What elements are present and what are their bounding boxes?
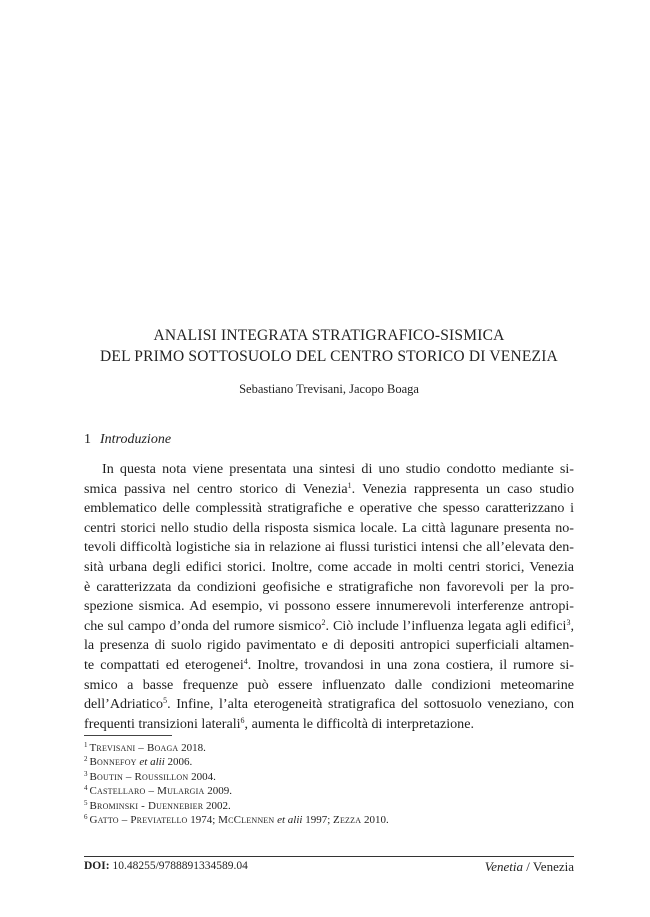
footnote-ref[interactable]: 6 (240, 715, 245, 725)
article-authors: Sebastiano Trevisani, Jacopo Boaga (239, 382, 419, 396)
body-line: spezione sismica. Ad esempio, vi possono essere innumerevoli interferenze antropi- (84, 598, 574, 615)
footnote-ref[interactable]: 5 (163, 696, 168, 706)
footnote-ref[interactable]: 3 (566, 617, 571, 627)
section-heading (84, 432, 171, 448)
footnote-ref[interactable]: 2 (321, 617, 326, 627)
body-line: che sul campo d’onda del rumore sismico$^2$. Ciò include l’influenza legata agli edifici$^3$, (84, 617, 574, 634)
body-line: smica passiva nel centro storico di Venezia$^1$. Venezia rappresenta un caso studio (84, 480, 574, 497)
body-line: emblematico delle complessità stratigrafiche e operative che spesso caratterizzano i (84, 500, 574, 517)
footnote-1: $^1$ Trevisani – Boaga 2018. (84, 741, 206, 754)
body-line: In questa nota viene presentata una sintesi di uno studio condotto mediante si- (102, 461, 574, 477)
body-line: smico a basse frequenze può essere influenzato dalle condizioni meteomarine (84, 676, 574, 693)
footnote-separator (84, 735, 172, 736)
section-title: Introduzione (100, 432, 172, 447)
title-line-2: DEL PRIMO SOTTOSUOLO DEL CENTRO STORICO DI VENEZIA (100, 348, 558, 365)
body-line: sità urbana degli edifici storici. Inoltre, come accade in molti centri storici, Venezia (84, 558, 574, 575)
footnote-4: $^4$ Castellaro – Mulargia 2009. (84, 784, 232, 798)
body-line: tevoli difficoltà logistiche sia in relazione ai flussi turistici intensi che all’elevata den- (84, 539, 574, 556)
body-line: la presenza di suolo rigido pavimentato e di depositi antropici superficiali altamen- (84, 637, 574, 654)
doi-reference[interactable] (84, 860, 248, 872)
title-line-1: ANALISI INTEGRATA STRATIGRAFICO-SISMICA (153, 327, 505, 344)
article-title (84, 325, 574, 367)
body-line: è caratterizzata da condizioni geofisiche e stratigrafiche non favorevoli per la pro- (84, 578, 574, 595)
section-number: 1 (84, 432, 91, 447)
body-line: te compattati ed eterogenei$^4$. Inoltre, trovandosi in una zona costiera, il rumore si- (84, 656, 574, 673)
doi-value: 10.48255/9788891334589.04 (109, 860, 248, 872)
footnote-ref[interactable]: 4 (243, 656, 248, 666)
series-title: Venetia / Venezia (484, 859, 574, 874)
footer-rule (84, 856, 574, 857)
body-line: dell’Adriatico$^5$. Infine, l’alta eterogeneità stratigrafica del sottosuolo veneziano, con (84, 696, 574, 713)
doi-label: DOI: (84, 860, 110, 872)
footnote-5: $^5$ Brominski - Duennebier 2002. (84, 798, 231, 812)
body-line: centri storici nello studio della risposta sismica locale. La città lagunare presenta no- (84, 519, 574, 536)
footnote-6: $^6$ Gatto – Previatello 1974; McClennen et alii 1997; Zezza 2010. (84, 813, 389, 827)
footnote-2: $^2$ Bonnefoy et alii 2006. (84, 755, 193, 769)
footnote-3: $^3$ Boutin – Roussillon 2004. (84, 769, 216, 783)
body-paragraph (84, 460, 574, 734)
footnote-ref[interactable]: 1 (347, 480, 352, 490)
footnotes (84, 741, 389, 827)
body-line: frequenti transizioni laterali$^6$, aumenta le difficoltà di interpretazione. (84, 715, 474, 732)
